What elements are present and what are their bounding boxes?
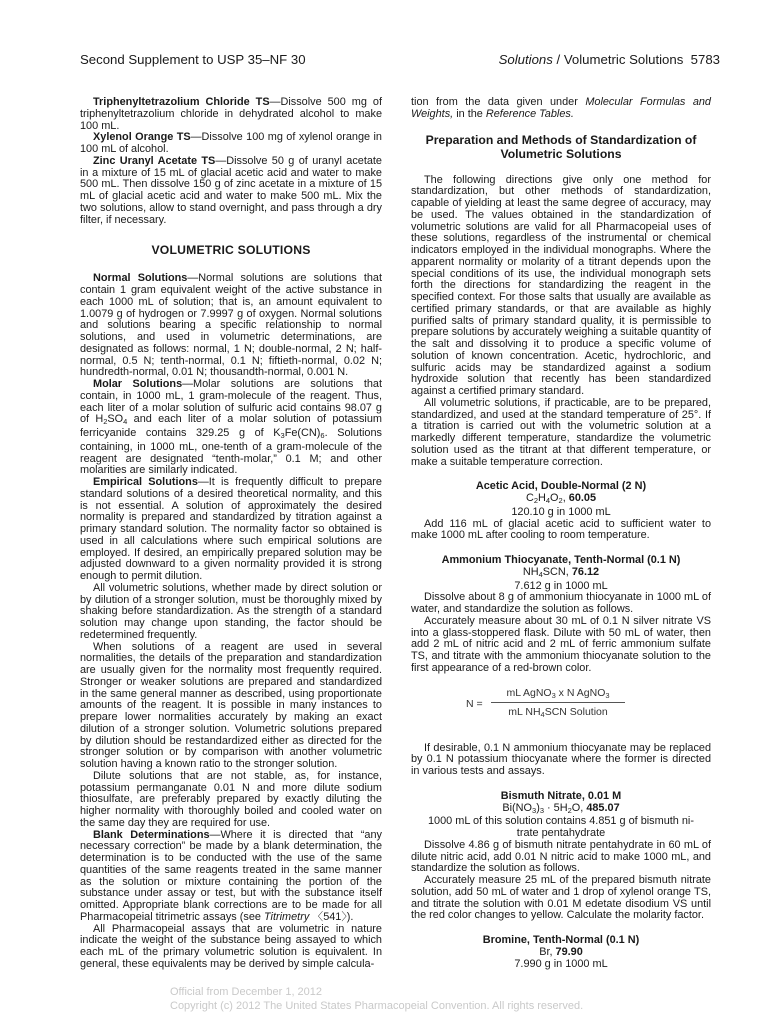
- fraction-bar: [491, 702, 625, 703]
- paragraph-empirical-solutions: [80, 477, 382, 583]
- equation-lhs: N =: [466, 697, 483, 710]
- definition-text: . Solutions containing, in 1000 mL, one-tenth of a gram-molecule of the reagent are designated “tenth-molar,” 0.1 M; and other molarities are similarly indicated.: [80, 427, 382, 477]
- entry-formula: [411, 803, 711, 817]
- footer-copyright: Copyright (c) 2012 The United States Pharmacopeial Convention. All rights reserved.: [170, 999, 584, 1012]
- formula-text: x N AgNO: [555, 686, 606, 699]
- formula-text: mL NH: [508, 705, 541, 718]
- cross-reference-link[interactable]: Titrimetry: [264, 910, 310, 923]
- entry-amount: 1000 mL of this solution contains 4.851 g of bismuth ni-: [428, 815, 694, 828]
- definition-text: —It is frequently difficult to prepare standard solutions of a desired theoretical normality, and this is not essential. A solution of approximately the desired normality is prepared and standardized by titration against a primary standard solution. The normality factor so obtained is used in all calculations where such empirical solutions are employed. If desired, an empirically prepared solution may be adjusted downward to a given normality provided it is strong enough to permit dilution.: [80, 476, 382, 582]
- paragraph-standard-temperature: All volumetric solutions, if practicable, are to be prepared, standardized, and used at the standard temperature of 25°. If a titration is carried out with the volumetric solution at a markedly different temperature, standardize the volumetric solution used as the titrant at that different temperature, or make a suitable temperature correction.: [411, 396, 711, 468]
- entry-paragraph: Dissolve 4.86 g of bismuth nitrate pentahydrate in 60 mL of dilute nitric acid, add 0.01 N nitric acid to make 1000 mL, and standardize the solution as follows.: [411, 838, 711, 875]
- section-title-preparation: Preparation and Methods of Standardization of Volumetric Solutions: [425, 132, 697, 161]
- page-number: 5783: [690, 52, 720, 67]
- formula-text: O,: [571, 801, 584, 814]
- definition-text: —Where it is directed that “any necessary correction” be made by a blank determination, the determination is to be conducted with the use of the same quantities of the same reagents treated in the same manner as the solution or mixture containing the portion of the substance under assay or test, but with the substance itself omitted. Appropriate blank corrections are to be made for all Pharmacopeial titrimetric assays (see: [80, 828, 382, 923]
- entry-paragraph: Add 116 mL of glacial acetic acid to sufficient water to make 1000 mL after cooling to room temperature.: [411, 517, 711, 542]
- paragraph-molar-solutions: [80, 379, 382, 477]
- ts-term: Xylenol Orange TS: [93, 131, 191, 144]
- equation-denominator: [491, 707, 625, 721]
- subscript: 4: [538, 569, 543, 579]
- ts-text: —Dissolve 50 g of uranyl acetate in a mixture of 15 mL of glacial acetic acid and water to make 500 mL. Then dissolve 150 g of zinc acetate in a mixture of 15 mL of glacial acetic acid and water to make 500 mL. Mix the two solutions, allow to stand overnight, and pass through a dry filter, if necessary.: [80, 154, 382, 226]
- definition-text: and each liter of a molar solution of potassium ferricyanide contains 329.25 g of K: [80, 413, 382, 439]
- paragraph-assay-equivalents: All Pharmacopeial assays that are volumetric in nature indicate the weight of the substance being assayed to which each mL of the primary volumetric solution is equivalent. In general, these equivalents may be derived by simple calcula-: [80, 922, 382, 970]
- definition-term: Blank Determinations: [93, 828, 210, 841]
- normality-equation: [411, 685, 711, 729]
- running-head-right: [499, 52, 720, 67]
- formula-text: O: [550, 492, 559, 504]
- subscript: 3: [280, 431, 285, 440]
- entry-title-bromine: Bromine, Tenth-Normal (0.1 N): [482, 934, 640, 946]
- definition-text: 〈541〉).: [309, 910, 354, 923]
- running-head-title: Volumetric Solutions: [563, 52, 684, 67]
- entry-formula: [411, 947, 711, 959]
- paragraph-blank-determinations: [80, 830, 382, 924]
- ts-term: Zinc Uranyl Acetate TS: [93, 154, 216, 167]
- ts-entry-zinc-uranyl-acetate: [80, 156, 382, 227]
- entry-title-acetic-acid: Acetic Acid, Double-Normal (2 N): [475, 480, 647, 493]
- subscript: 4: [540, 709, 545, 719]
- entry-paragraph: Dissolve about 8 g of ammonium thiocyanate in 1000 mL of water, and standardize the solution as follows.: [411, 591, 711, 615]
- entry-title-bismuth-nitrate: Bismuth Nitrate, 0.01 M: [500, 789, 622, 802]
- entry-paragraph: Accurately measure about 30 mL of 0.1 N silver nitrate VS into a glass-stoppered flask. Dilute with 50 mL of water, then add 2 mL of nitric acid and 2 mL of ferric ammonium sulfate TS, and titrate with the ammonium thiocyanate solution to the first appearance of a red-brown color.: [411, 614, 711, 674]
- subscript: 3: [551, 690, 556, 700]
- formula-text: H: [538, 492, 546, 504]
- running-head-left: Second Supplement to USP 35–NF 30: [80, 52, 306, 67]
- body-text: in the: [453, 107, 486, 120]
- formula-text: SCN: [542, 565, 566, 578]
- subscript: 2: [567, 805, 572, 815]
- ts-entry-triphenyltetrazolium: [80, 97, 382, 132]
- definition-term: Empirical Solutions: [93, 476, 198, 488]
- ts-text: —Dissolve 500 mg of triphenyltetrazolium chloride in dehydrated alcohol to make 100 mL.: [80, 96, 382, 132]
- molecular-weight: 79.90: [555, 945, 583, 958]
- definition-term: Molar Solutions: [93, 378, 183, 390]
- running-head: [80, 52, 720, 72]
- paragraph-dilute-solutions: Dilute solutions that are not stable, as, for instance, potassium permanganate 0.01 N and more dilute sodium thiosulfate, are preferably prepared by exactly diluting the higher normality with thoroughly boiled and cooled water on the same day they are required for use.: [80, 769, 382, 829]
- body-text: tion from the data given under: [411, 96, 586, 108]
- paragraph-continuation: [411, 97, 711, 121]
- running-head-section: Solutions: [498, 52, 553, 67]
- subscript: 2: [103, 417, 108, 427]
- formula-text: · 5H: [544, 801, 568, 814]
- paragraph-normal-solutions: [80, 273, 382, 379]
- definition-text: Fe(CN): [284, 427, 321, 439]
- entry-paragraph: If desirable, 0.1 N ammonium thiocyanate may be replaced by 0.1 N potassium thiocyanate where the former is directed in various tests and assays.: [411, 741, 711, 777]
- definition-text: —Normal solutions are solutions that contain 1 gram equivalent weight of the active substance in each 1000 mL of solution; that is, an amount equivalent to 1.0079 g of hydrogen or 7.9997 g of oxygen. Normal solutions and solutions bearing a specific relationship to normal solutions, and used in volumetric determinations, are designated as follows: normal, 1 N; double-normal, 2 N; half-normal, 0.5 N; tenth-normal, 0.1 N; fiftieth-normal, 0.02 N; hundredth-normal, 0.01 N; thousandth-normal, 0.001 N.: [80, 272, 383, 379]
- entry-title-ammonium-thiocyanate: Ammonium Thiocyanate, Tenth-Normal (0.1 N): [441, 554, 681, 566]
- section-title-volumetric-solutions: VOLUMETRIC SOLUTIONS: [151, 243, 311, 258]
- paragraph-standardization-directions: The following directions give only one method for standardization, but other methods of standardization, capable of yielding at least the same degree of accuracy, may be used. The values obtained in the standardization of volumetric solutions are valid for all Pharmacopeial uses of these solutions, regardless of the instrumental or chemical indicators employed in the individual monographs. Where the apparent normality or molarity of a titrant depends upon the special conditions of its use, the individual monograph sets forth the directions for standardizing the reagent in the specified context. For those salts that usually are available as certified primary standards, or that are available as highly purified salts of primary standard quality, it is permissible to prepare solutions by accurately weighing a suitable quantity of the salt and dissolving it to produce a specific volume of solution of known concentration. Acetic, hydrochloric, and sulfuric acids may be standardized against a sodium hydroxide solution that recently has been standardized against a certified primary standard.: [411, 173, 711, 397]
- definition-text: SO: [107, 413, 124, 426]
- footer-official-date: Official from December 1, 2012: [170, 986, 323, 998]
- subscript: 2: [533, 496, 538, 505]
- entry-paragraph: Accurately measure 25 mL of the prepared bismuth nitrate solution, add 50 mL of water and 1 drop of xylenol orange TS, and titrate the solution with 0.01 M edetate disodium VS until the red color changes to yellow. Calculate the molarity factor.: [411, 874, 711, 922]
- entry-formula: $NH_4SCN$, 76.12: [522, 565, 600, 579]
- definition-text: —Molar solutions are solutions that contain, in 1000 mL, 1 gram-molecule of the reagent. Thus, each liter of a molar solution of sulfuric acid contains 98.07 g of H: [80, 378, 382, 426]
- subscript: 3: [539, 805, 544, 815]
- entry-amount: 120.10 g in 1000 mL: [511, 505, 611, 518]
- left-column: [80, 97, 382, 971]
- formula-text: mL AgNO: [506, 686, 552, 699]
- formula-text: SCN Solution: [544, 705, 608, 718]
- subscript: 2: [558, 496, 563, 505]
- formula-text: ): [536, 801, 540, 814]
- cross-reference-link[interactable]: Molecular Formulas and Weights,: [411, 96, 711, 120]
- cross-reference-link[interactable]: Reference Tables.: [485, 107, 574, 120]
- formula-text: Br,: [539, 945, 553, 958]
- molecular-weight: 485.07: [586, 801, 620, 814]
- entry-amount: 7.612 g in 1000 mL: [514, 579, 608, 592]
- subscript: 4: [123, 417, 128, 427]
- subscript: 4: [545, 496, 551, 505]
- entry-amount: trate pentahydrate: [516, 827, 606, 839]
- paragraph-several-normalities: When solutions of a reagent are used in several normalities, the details of the preparation and standardization are usually given for the normality most frequently required. Stronger or weaker solutions are prepared and standardized in the same general manner as described, using proportionate amounts of the reagent. It is possible in many instances to prepare lower normalities accurately by making an exact dilution of a stronger solution. Volumetric solutions prepared by dilution should be restandardized either as directed for the stronger solution or by comparison with another volumetric solution having a known ratio to the stronger solution.: [80, 640, 382, 770]
- ts-text: —Dissolve 100 mg of xylenol orange in 100 mL of alcohol.: [80, 131, 382, 155]
- definition-term: Normal Solutions: [93, 272, 188, 285]
- ts-entry-xylenol-orange: [80, 132, 382, 156]
- molecular-weight: 76.12: [571, 565, 600, 578]
- equation-numerator: [491, 688, 625, 702]
- entry-formula: $C_2H_4O_2$, 60.05: [525, 492, 597, 505]
- paragraph-all-volumetric-solutions: All volumetric solutions, whether made by direct solution or by dilution of a stronger solution, must be thoroughly mixed by shaking before standardization. As the strength of a standard solution may change upon standing, the factor should be redetermined frequently.: [80, 581, 382, 641]
- subscript: 3: [605, 690, 610, 700]
- right-column: [411, 97, 711, 970]
- molecular-weight: 60.05: [568, 492, 597, 504]
- formula-text: NH: [522, 565, 539, 578]
- formula-text: Bi(NO: [502, 801, 533, 814]
- subscript: 3: [532, 805, 537, 815]
- footer-watermark: [170, 986, 583, 1013]
- running-head-separator: /: [552, 52, 564, 67]
- formula-text: C: [525, 492, 534, 504]
- entry-amount: 7.990 g in 1000 mL: [514, 957, 608, 970]
- ts-term: Triphenyltetrazolium Chloride TS: [93, 96, 270, 108]
- subscript: 6: [320, 431, 325, 440]
